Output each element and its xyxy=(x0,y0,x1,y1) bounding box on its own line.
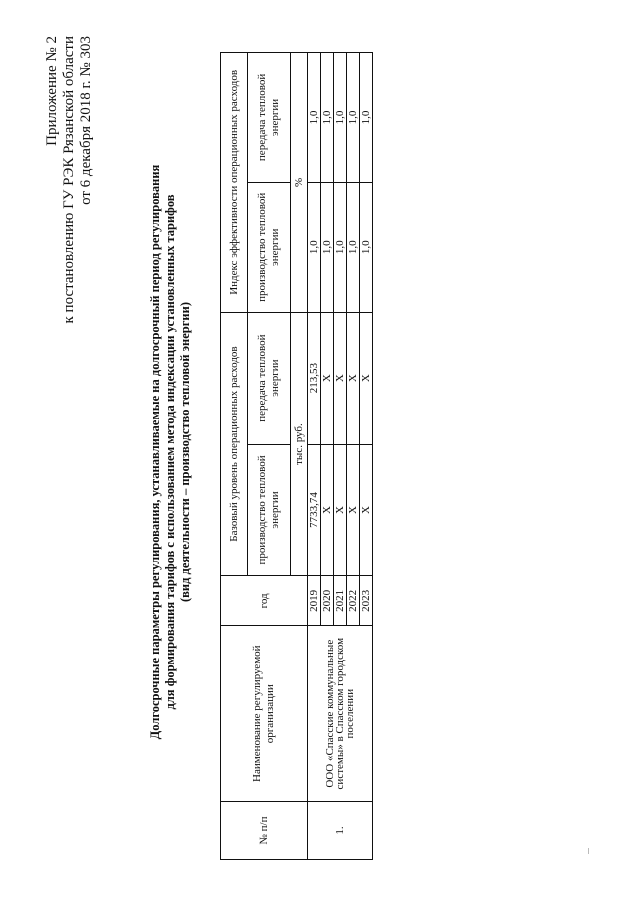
unit-base: тыс. руб. xyxy=(291,312,308,576)
header-num: № п/п xyxy=(221,802,308,860)
row-year: 2023 xyxy=(360,576,373,626)
row-base-transfer: X xyxy=(334,312,347,444)
row-eff-transfer: 1,0 xyxy=(321,53,334,183)
header-base-production: производство тепловой энергии xyxy=(248,444,291,576)
org-name: ООО «Спасские коммунальные системы» в Спасском городском поселении xyxy=(308,626,373,802)
row-eff-production: 1,0 xyxy=(334,182,347,312)
appendix-number: Приложение № 2 xyxy=(44,36,60,146)
appendix-date: от 6 декабря 2018 г. № 303 xyxy=(78,36,94,205)
row-base-transfer: X xyxy=(321,312,334,444)
row-base-production: X xyxy=(347,444,360,576)
row-base-transfer: X xyxy=(360,312,373,444)
header-org: Наименование регулируемой организации xyxy=(221,626,308,802)
row-eff-transfer: 1,0 xyxy=(347,53,360,183)
appendix-resolution: к постановлению ГУ РЭК Рязанской области xyxy=(61,36,77,324)
scan-mark xyxy=(588,848,589,854)
row-eff-transfer: 1,0 xyxy=(360,53,373,183)
row-base-production: X xyxy=(334,444,347,576)
row-eff-transfer: 1,0 xyxy=(308,53,321,183)
row-base-production: X xyxy=(360,444,373,576)
parameters-table xyxy=(220,52,373,860)
table-row xyxy=(308,53,321,860)
row-eff-production: 1,0 xyxy=(321,182,334,312)
row-eff-production: 1,0 xyxy=(360,182,373,312)
row-eff-production: 1,0 xyxy=(308,182,321,312)
unit-efficiency: % xyxy=(291,53,308,313)
header-eff-transfer: передача тепловой энергии xyxy=(248,53,291,183)
title-line-1: Долгосрочные параметры регулирования, устанавливаемые на долгосрочный период регулирования xyxy=(148,164,162,740)
title-line-2: для формирования тарифов с использованием метода индексации установленных тарифов xyxy=(163,194,177,710)
row-base-transfer: X xyxy=(347,312,360,444)
appendix-header xyxy=(44,36,95,323)
document-title xyxy=(148,22,193,882)
row-year: 2020 xyxy=(321,576,334,626)
row-base-transfer: 213,53 xyxy=(308,312,321,444)
table-header-row xyxy=(221,53,248,860)
row-year: 2019 xyxy=(308,576,321,626)
row-year: 2022 xyxy=(347,576,360,626)
header-eff-production: производство тепловой энергии xyxy=(248,182,291,312)
row-base-production: 7733,74 xyxy=(308,444,321,576)
row-base-production: X xyxy=(321,444,334,576)
rotated-document-page xyxy=(40,22,600,882)
row-eff-production: 1,0 xyxy=(347,182,360,312)
title-line-3: (вид деятельности – производство тепловой энергии) xyxy=(178,301,192,603)
header-year: год xyxy=(221,576,308,626)
row-year: 2021 xyxy=(334,576,347,626)
header-base-level: Базовый уровень операционных расходов xyxy=(221,312,248,576)
org-number: 1. xyxy=(308,802,373,860)
row-eff-transfer: 1,0 xyxy=(334,53,347,183)
header-base-transfer: передача тепловой энергии xyxy=(248,312,291,444)
header-efficiency: Индекс эффективности операционных расходов xyxy=(221,53,248,313)
